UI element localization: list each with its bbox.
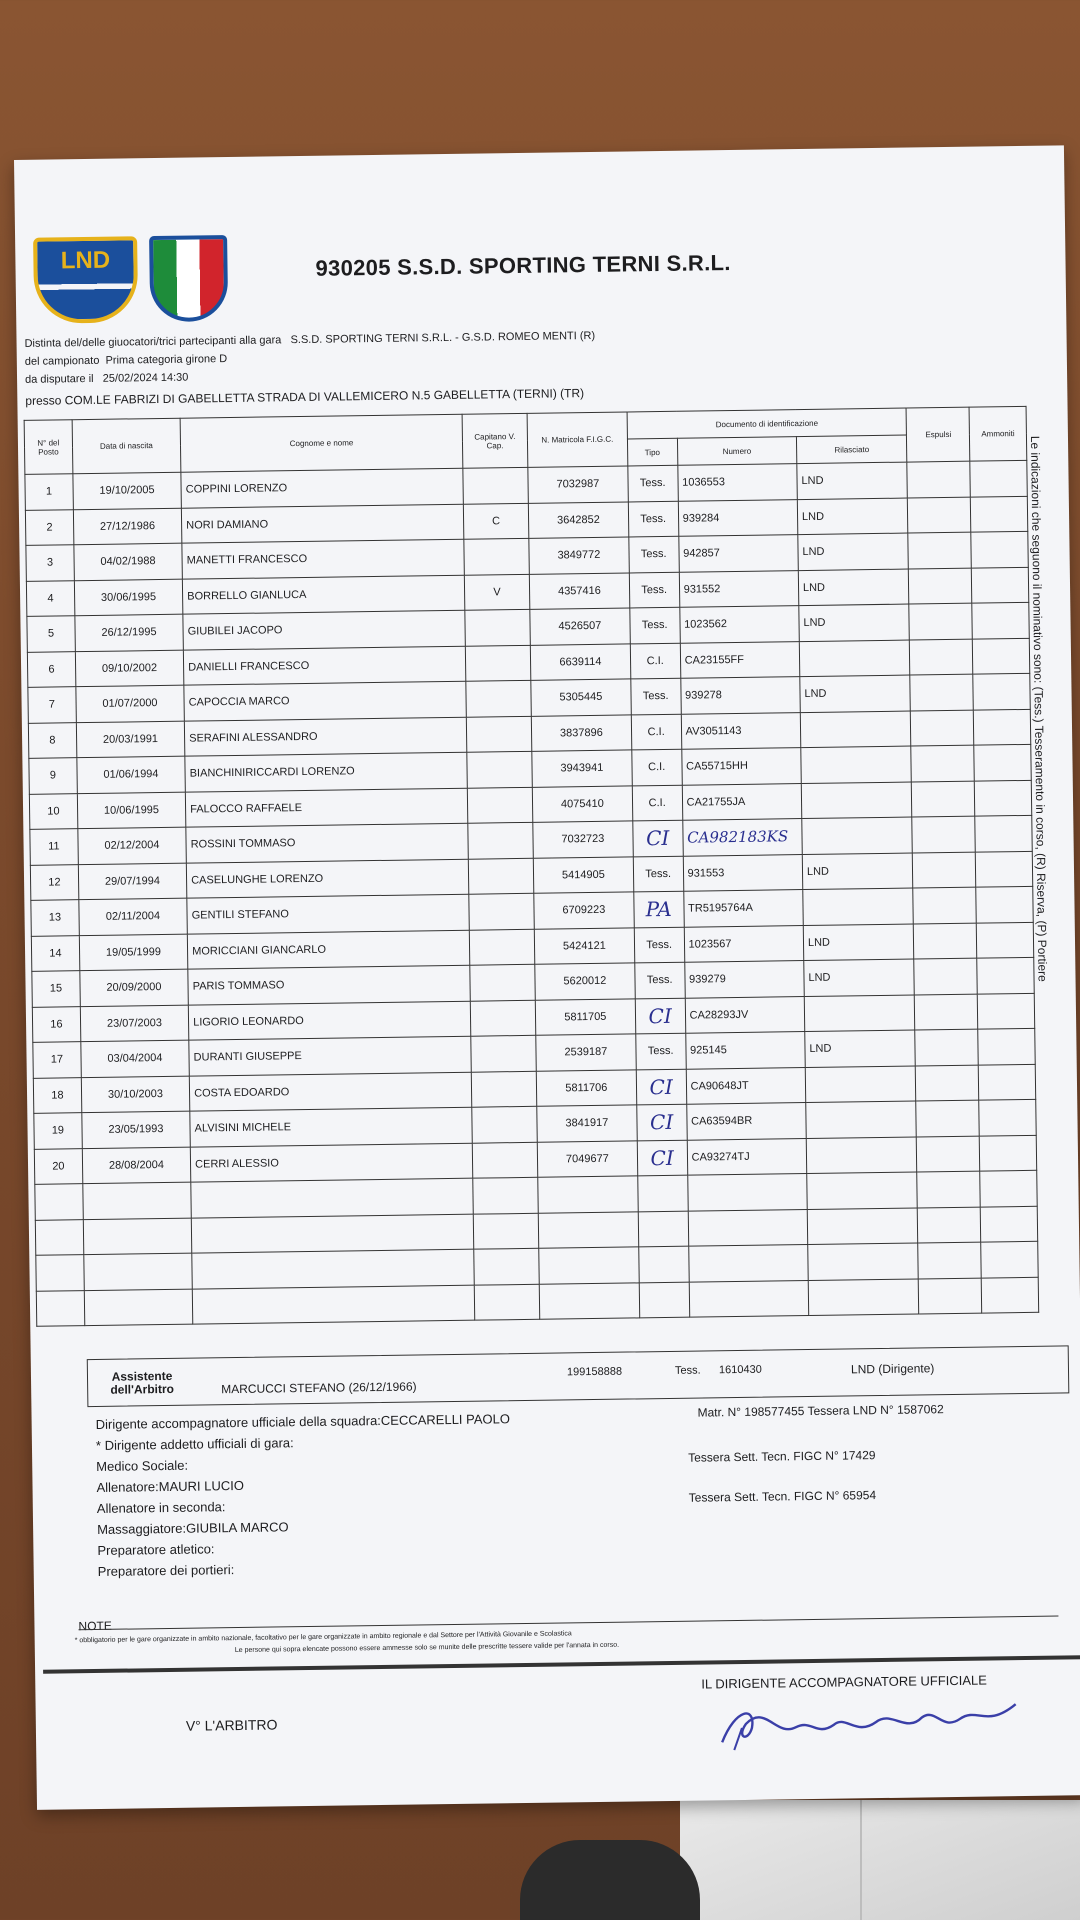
- cell-doc: CA63594BR: [686, 1103, 806, 1140]
- cell-doc: CA93274TJ: [687, 1138, 807, 1175]
- second-tessera: Tessera Sett. Tecn. FIGC N° 65954: [688, 1488, 877, 1505]
- roster-table: [24, 405, 1080, 1327]
- cell-birth: 27/12/1986: [73, 508, 182, 545]
- cell-issuer: [799, 640, 910, 677]
- cell-tipo: Tess.: [635, 1033, 685, 1069]
- cell-tipo: CI: [637, 1140, 687, 1176]
- cell-doc: 939284: [678, 499, 798, 536]
- col-matricola: N. Matricola F.I.G.C.: [527, 412, 627, 467]
- cell-num: 17: [33, 1042, 81, 1078]
- cell-birth: 29/07/1994: [78, 863, 187, 900]
- side-note: Le indicazioni che seguono il nominativo sono: (Tess.) Tesseramento in corso, (R) Riserva, (P) Portiere: [1027, 435, 1050, 982]
- club-title: 930205 S.S.D. SPORTING TERNI S.R.L.: [315, 250, 731, 281]
- staff-line: Preparatore atletico:: [97, 1541, 215, 1558]
- cell-name: LIGORIO LEONARDO: [188, 1001, 470, 1040]
- cell-birth: 20/09/2000: [80, 969, 189, 1006]
- cell-matricola: 7049677: [537, 1140, 637, 1177]
- cell-birth: 02/12/2004: [78, 827, 187, 864]
- cell-doc: CA23155FF: [680, 641, 800, 678]
- cell-matricola: 5811705: [535, 998, 635, 1035]
- cell-birth: 04/02/1988: [74, 543, 183, 580]
- assistant-id: 199158888: [566, 1365, 623, 1379]
- cell-num: 10: [29, 793, 77, 829]
- cell-empty: [913, 852, 976, 888]
- cell-birth: 19/10/2005: [73, 472, 182, 509]
- cell-doc: 1023567: [684, 925, 804, 962]
- staff-list: [96, 1408, 513, 1582]
- lnd-logo: [33, 236, 138, 323]
- staff-line: Allenatore:MAURI LUCIO: [96, 1477, 245, 1495]
- fine-print-2: Le persone qui sopra elencate possono essere ammesse solo se munite delle prescritte tessere valide per l'annata in corso.: [234, 1641, 620, 1655]
- cell-name: CASELUNGHE LORENZO: [186, 859, 468, 898]
- cell-birth: 26/12/1995: [75, 614, 184, 651]
- header-line-3: da disputare il 25/02/2024 14:30: [24, 371, 189, 386]
- cell-num: 12: [30, 864, 78, 900]
- assistant-name: MARCUCCI STEFANO (26/12/1966): [221, 1379, 417, 1397]
- roster-body: [25, 460, 1080, 1327]
- cell-empty: [978, 1028, 1035, 1064]
- cell-num: 8: [28, 722, 76, 758]
- col-doc-number: Numero: [677, 437, 797, 466]
- cell-doc: CA55715HH: [681, 748, 801, 785]
- cell-cap: [469, 893, 535, 929]
- lnd-logo-text: LND: [60, 246, 111, 275]
- staff-line: Allenatore in seconda:: [96, 1499, 226, 1516]
- cell-cap: [466, 716, 532, 752]
- cell-name: PARIS TOMMASO: [188, 965, 470, 1004]
- cell-name: FALOCCO RAFFAELE: [185, 788, 467, 827]
- cell-tipo: PA: [634, 891, 684, 927]
- cell-empty: [909, 568, 972, 604]
- cell-matricola: 4526507: [530, 608, 630, 645]
- cell-issuer: [801, 746, 912, 783]
- cell-name: DANIELLI FRANCESCO: [183, 646, 465, 685]
- header-line-1: Distinta del/delle giuocatori/trici partecipanti alla gara S.S.D. SPORTING TERNI S.R.L. - G.S.D. ROMEO MENTI (R): [24, 329, 596, 350]
- cell-matricola: 7032723: [533, 821, 633, 858]
- cell-empty: [979, 1099, 1036, 1135]
- cell-cap: V: [464, 574, 530, 610]
- cell-empty: [979, 1064, 1036, 1100]
- cell-empty: [910, 674, 973, 710]
- cell-issuer: [803, 888, 914, 925]
- cell-name: SERAFINI ALESSANDRO: [184, 717, 466, 756]
- cell-num: 4: [26, 580, 74, 616]
- cell-doc: 931552: [679, 570, 799, 607]
- cell-birth: 28/08/2004: [82, 1147, 191, 1184]
- cell-num: 11: [30, 829, 78, 865]
- cell-issuer: [804, 995, 915, 1032]
- cell-tipo: CI: [636, 1104, 686, 1140]
- cell-birth: 03/04/2004: [81, 1040, 190, 1077]
- figc-logo: [149, 235, 228, 322]
- cell-birth: 01/07/2000: [76, 685, 185, 722]
- cell-cap: C: [463, 503, 529, 539]
- referee-label: V° L'ARBITRO: [185, 1716, 278, 1734]
- cell-cap: [472, 1106, 538, 1142]
- cell-matricola: 5414905: [533, 856, 633, 893]
- cell-birth: 10/06/1995: [77, 792, 186, 829]
- cell-empty: [912, 816, 975, 852]
- header-line-4: presso COM.LE FABRIZI DI GABELLETTA STRADA DI VALLEMICERO N.5 GABELLETTA (TERNI) (TR): [25, 386, 585, 408]
- cell-cap: [464, 538, 530, 574]
- cell-num: 6: [27, 651, 75, 687]
- cell-tipo: Tess.: [631, 678, 681, 714]
- cell-tipo: Tess.: [635, 962, 685, 998]
- assistant-label: Assistente dell'Arbitro: [110, 1368, 175, 1397]
- cell-doc: 942857: [678, 535, 798, 572]
- cell-doc: TR5195764A: [683, 890, 803, 927]
- cell-issuer: LND: [799, 604, 910, 641]
- staff-line: Preparatore dei portieri:: [97, 1562, 235, 1579]
- cell-cap: [469, 929, 535, 965]
- cell-tipo: Tess.: [634, 927, 684, 963]
- cell-cap: [467, 787, 533, 823]
- cell-cap: [472, 1142, 538, 1178]
- cell-name: MANETTI FRANCESCO: [182, 539, 464, 578]
- cell-issuer: LND: [797, 498, 908, 535]
- cell-empty: [916, 1065, 979, 1101]
- cell-birth: 20/03/1991: [76, 721, 185, 758]
- cell-issuer: [800, 711, 911, 748]
- cell-empty: [915, 1029, 978, 1065]
- cell-birth: 23/07/2003: [80, 1005, 189, 1042]
- cell-num: 19: [34, 1113, 82, 1149]
- cell-doc: 939279: [684, 961, 804, 998]
- cell-issuer: LND: [804, 959, 915, 996]
- cell-tipo: Tess.: [628, 465, 678, 501]
- cell-tipo: C.I.: [632, 785, 682, 821]
- cell-issuer: [801, 782, 912, 819]
- cell-doc: CA28293JV: [685, 996, 805, 1033]
- cell-matricola: 3849772: [529, 537, 629, 574]
- cell-matricola: 2539187: [536, 1034, 636, 1071]
- cell-issuer: LND: [805, 1030, 916, 1067]
- col-warned: Ammoniti: [969, 406, 1026, 461]
- note-line: [78, 1616, 1059, 1634]
- cell-birth: 19/05/1999: [79, 934, 188, 971]
- cell-empty: [911, 745, 974, 781]
- staff-line: * Dirigente addetto ufficiali di gara:: [95, 1435, 294, 1453]
- cell-matricola: 3642852: [528, 501, 628, 538]
- cell-num: 7: [28, 687, 76, 723]
- match-roster-sheet: [14, 145, 1080, 1809]
- cell-empty: [916, 1100, 979, 1136]
- cell-matricola: 6709223: [534, 892, 634, 929]
- dirigente-title: IL DIRIGENTE ACCOMPAGNATORE UFFICIALE: [701, 1672, 987, 1692]
- cell-birth: 02/11/2004: [79, 898, 188, 935]
- cell-empty: [908, 532, 971, 568]
- cell-empty: [914, 958, 977, 994]
- cell-num: 3: [26, 545, 74, 581]
- cell-cap: [470, 1000, 536, 1036]
- cell-doc: 931553: [683, 854, 803, 891]
- cell-cap: [468, 858, 534, 894]
- cell-name: GIUBILEI JACOPO: [183, 610, 465, 649]
- cell-empty: [907, 461, 970, 497]
- cell-issuer: LND: [798, 569, 909, 606]
- cell-name: BIANCHINIRICCARDI LORENZO: [185, 752, 467, 791]
- dirigente-matricola: Matr. N° 198577455 Tessera LND N° 1587062: [697, 1402, 944, 1420]
- cell-matricola: 5620012: [535, 963, 635, 1000]
- col-doc-type: Tipo: [627, 438, 677, 466]
- cell-issuer: [806, 1101, 917, 1138]
- cell-doc: CA90648JT: [686, 1067, 806, 1104]
- cell-matricola: 3943941: [532, 750, 632, 787]
- cell-cap: [471, 1035, 537, 1071]
- cell-num: 9: [29, 758, 77, 794]
- cell-issuer: LND: [802, 853, 913, 890]
- cell-cap: [471, 1071, 537, 1107]
- cell-tipo: C.I.: [631, 714, 681, 750]
- cell-name: ROSSINI TOMMASO: [186, 823, 468, 862]
- fine-print-1: * obbligatorio per le gare organizzate in ambito nazionale, facoltativo per le gare organizzate in ambito regionale e dal Settore per l'Attività Giovanile e Scolastica: [74, 1630, 572, 1645]
- cell-num: 1: [25, 474, 73, 510]
- signature: [716, 1694, 1037, 1752]
- cell-birth: 23/05/1993: [81, 1111, 190, 1148]
- cell-num: 13: [31, 900, 79, 936]
- cell-name: COSTA EDOARDO: [189, 1072, 471, 1111]
- cell-issuer: LND: [800, 675, 911, 712]
- cell-tipo: Tess.: [628, 501, 678, 537]
- cell-name: GENTILI STEFANO: [187, 894, 469, 933]
- cell-tipo: CI: [635, 998, 685, 1034]
- cell-name: MORICCIANI GIANCARLO: [187, 930, 469, 969]
- cell-matricola: 3841917: [537, 1105, 637, 1142]
- cell-empty: [915, 994, 978, 1030]
- note-label: NOTE: [78, 1618, 112, 1634]
- cell-issuer: LND: [798, 533, 909, 570]
- col-doc-issuer: Rilasciato: [796, 435, 907, 464]
- cell-num: 20: [34, 1148, 82, 1184]
- col-birth: Data di nascita: [72, 418, 181, 474]
- assistant-tipo: Tess.: [674, 1364, 701, 1377]
- cell-cap: [463, 467, 529, 503]
- cell-empty: [917, 1136, 980, 1172]
- cell-tipo: CI: [636, 1069, 686, 1105]
- cell-empty: [912, 781, 975, 817]
- cell-matricola: 5811706: [536, 1069, 636, 1106]
- cell-cap: [467, 751, 533, 787]
- cell-doc: 925145: [685, 1032, 805, 1069]
- cell-empty: [913, 887, 976, 923]
- cell-tipo: CI: [633, 820, 683, 856]
- coach-tessera: Tessera Sett. Tecn. FIGC N° 17429: [688, 1448, 876, 1465]
- cell-num: 5: [27, 616, 75, 652]
- cell-birth: 30/06/1995: [74, 579, 183, 616]
- cell-num: 15: [32, 971, 80, 1007]
- cell-tipo: Tess.: [633, 856, 683, 892]
- cell-doc: 1036553: [677, 464, 797, 501]
- cell-cap: [470, 964, 536, 1000]
- cell-matricola: 7032987: [528, 466, 628, 503]
- cell-matricola: 4357416: [529, 572, 629, 609]
- cell-doc: CA21755JA: [682, 783, 802, 820]
- cell-cap: [465, 609, 531, 645]
- cell-empty: [909, 603, 972, 639]
- cell-tipo: Tess.: [630, 607, 680, 643]
- cell-empty: [908, 497, 971, 533]
- staff-line: Massaggiatore:GIUBILA MARCO: [97, 1519, 289, 1537]
- cell-birth: 01/06/1994: [77, 756, 186, 793]
- col-captain: Capitano V. Cap.: [462, 413, 528, 468]
- cell-matricola: 5305445: [531, 679, 631, 716]
- cell-num: 2: [25, 509, 73, 545]
- assistant-number: 1610430: [718, 1363, 762, 1377]
- floor-tiles: [680, 1800, 1080, 1920]
- divider: [43, 1655, 1080, 1674]
- cell-name: COPPINI LORENZO: [181, 468, 463, 507]
- cell-empty: [914, 923, 977, 959]
- cell-birth: 09/10/2002: [75, 650, 184, 687]
- cell-empty: [910, 639, 973, 675]
- cell-issuer: LND: [797, 462, 908, 499]
- cell-cap: [466, 680, 532, 716]
- cell-cap: [468, 822, 534, 858]
- cell-tipo: C.I.: [630, 643, 680, 679]
- cell-name: DURANTI GIUSEPPE: [189, 1036, 471, 1075]
- cell-matricola: 4075410: [532, 785, 632, 822]
- header-line-2: del campionato Prima categoria girone D: [24, 353, 228, 368]
- cell-doc: 1023562: [679, 606, 799, 643]
- shoe: [520, 1840, 700, 1920]
- col-expelled: Espulsi: [907, 407, 971, 462]
- col-name: Cognome e nome: [180, 414, 463, 472]
- cell-birth: 30/10/2003: [81, 1076, 190, 1113]
- col-num: N° del Posto: [24, 420, 72, 475]
- cell-issuer: [806, 1136, 917, 1173]
- cell-doc: CA982183KS: [682, 819, 802, 856]
- cell-doc: 939278: [680, 677, 800, 714]
- cell-doc: AV3051143: [681, 712, 801, 749]
- cell-matricola: 6639114: [530, 643, 630, 680]
- assistant-role: LND (Dirigente): [850, 1361, 935, 1377]
- cell-name: NORI DAMIANO: [181, 504, 463, 543]
- cell-matricola: 3837896: [531, 714, 631, 751]
- cell-name: CAPOCCIA MARCO: [184, 681, 466, 720]
- staff-line: Medico Sociale:: [96, 1457, 189, 1474]
- cell-num: 16: [32, 1006, 80, 1042]
- cell-name: BORRELLO GIANLUCA: [182, 575, 464, 614]
- cell-tipo: Tess.: [629, 572, 679, 608]
- cell-num: 14: [31, 935, 79, 971]
- col-doc-group: Documento di identificazione: [627, 408, 907, 439]
- cell-name: CERRI ALESSIO: [190, 1143, 472, 1182]
- cell-matricola: 5424121: [534, 927, 634, 964]
- cell-empty: [911, 710, 974, 746]
- cell-cap: [465, 645, 531, 681]
- cell-tipo: C.I.: [632, 749, 682, 785]
- cell-tipo: Tess.: [629, 536, 679, 572]
- cell-num: 18: [33, 1077, 81, 1113]
- cell-name: ALVISINI MICHELE: [190, 1107, 472, 1146]
- cell-issuer: [805, 1065, 916, 1102]
- cell-empty: [978, 993, 1035, 1029]
- cell-issuer: LND: [803, 924, 914, 961]
- cell-issuer: [802, 817, 913, 854]
- cell-empty: [980, 1135, 1037, 1171]
- staff-line: Dirigente accompagnatore ufficiale della squadra:CECCARELLI PAOLO: [95, 1411, 511, 1432]
